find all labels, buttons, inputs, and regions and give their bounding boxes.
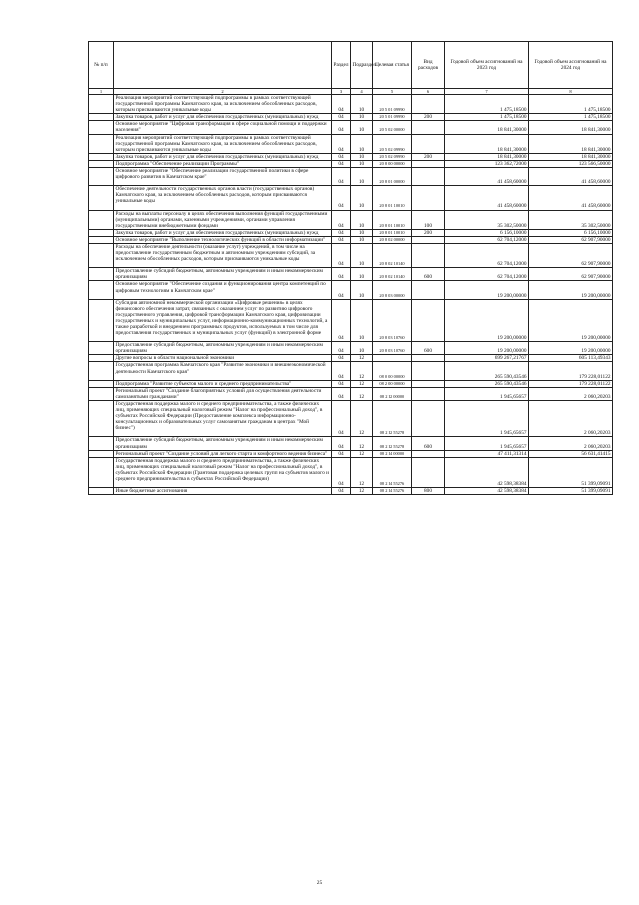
cell-name: Подпрограмма "Обеспечение реализации Программы" bbox=[114, 160, 332, 167]
cell-vid: 600 bbox=[412, 437, 445, 450]
cell-2023: 1 945,65657 bbox=[445, 400, 529, 436]
column-number: 3 bbox=[332, 89, 351, 95]
cell-vid bbox=[412, 134, 445, 153]
cell-num bbox=[89, 342, 114, 355]
table-row bbox=[89, 488, 613, 495]
cell-name: Иные бюджетные ассигнования bbox=[114, 488, 332, 495]
cell-vid bbox=[412, 380, 445, 387]
cell-razdel: 04 bbox=[332, 236, 351, 243]
table-row bbox=[89, 134, 613, 153]
cell-name: Основное мероприятие "Обеспечение реализации государственной политики в сфере цифрового развития в Камчатском крае" bbox=[114, 168, 332, 186]
cell-num bbox=[89, 160, 114, 167]
table-row bbox=[89, 153, 613, 160]
cell-razdel: 04 bbox=[332, 229, 351, 236]
cell-num bbox=[89, 457, 114, 487]
cell-target: 20 8 01 00000 bbox=[373, 168, 412, 186]
cell-2023: 62 704,12000 bbox=[445, 243, 529, 267]
cell-2023: 47 411,31314 bbox=[445, 450, 529, 457]
cell-target: 08 2 I2 00000 bbox=[373, 387, 412, 400]
cell-razdel: 04 bbox=[332, 437, 351, 450]
column-number: 2 bbox=[114, 89, 332, 95]
cell-razdel: 04 bbox=[332, 121, 351, 134]
cell-name: Основное мероприятие "Обеспечение создания и функционирования центра компетенций по цифровым технологиям в Камчатском крае" bbox=[114, 281, 332, 299]
cell-podrazdel: 12 bbox=[351, 450, 373, 457]
cell-vid bbox=[412, 121, 445, 134]
cell-razdel: 04 bbox=[332, 95, 351, 114]
cell-2024: 2 060,20203 bbox=[529, 437, 613, 450]
cell-2023: 1 475,18500 bbox=[445, 114, 529, 121]
cell-target: 20 5 02 09990 bbox=[373, 134, 412, 153]
cell-target: 20 5 01 09990 bbox=[373, 95, 412, 114]
cell-podrazdel: 10 bbox=[351, 114, 373, 121]
cell-num bbox=[89, 299, 114, 342]
cell-2023: 1 475,18500 bbox=[445, 95, 529, 114]
cell-2023: 18 841,30000 bbox=[445, 153, 529, 160]
cell-2023: 265 590,43546 bbox=[445, 362, 529, 380]
cell-podrazdel: 10 bbox=[351, 299, 373, 342]
cell-name: Государственная поддержка малого и среднего предпринимательства, а также физических лиц, применяющих специальный налоговый режим "Налог на профессиональный доход", в субъектах Российской Федерации (Грантовая поддержка целевых групп на субъектов малого и среднего предпринимательства в субъектах Российской Федерации) bbox=[114, 457, 332, 487]
cell-2024: 6 156,10000 bbox=[529, 229, 613, 236]
cell-vid bbox=[412, 236, 445, 243]
cell-2023: 19 200,00000 bbox=[445, 299, 529, 342]
cell-2023: 1 945,65657 bbox=[445, 437, 529, 450]
cell-target: 20 8 01 10010 bbox=[373, 210, 412, 229]
cell-vid: 600 bbox=[412, 268, 445, 281]
cell-podrazdel: 12 bbox=[351, 437, 373, 450]
cell-podrazdel: 10 bbox=[351, 281, 373, 299]
cell-podrazdel: 12 bbox=[351, 457, 373, 487]
cell-podrazdel: 12 bbox=[351, 355, 373, 362]
cell-target: 08 2 I2 55278 bbox=[373, 437, 412, 450]
cell-2023: 699 267,21767 bbox=[445, 355, 529, 362]
cell-name: Расходы на выплаты персоналу в целях обеспечения выполнения функций государственными (муниципальными) органами, казенными учреждениями, органами управления государственными внебюджетными фондами bbox=[114, 210, 332, 229]
cell-razdel: 04 bbox=[332, 160, 351, 167]
cell-2024: 56 631,41415 bbox=[529, 450, 613, 457]
cell-name: Предоставление субсидий бюджетным, автономным учреждениям и иным некоммерческим организациям bbox=[114, 268, 332, 281]
cell-razdel: 04 bbox=[332, 362, 351, 380]
cell-2024: 605 113,49343 bbox=[529, 355, 613, 362]
cell-razdel: 04 bbox=[332, 153, 351, 160]
cell-name: Другие вопросы в области национальной экономики bbox=[114, 355, 332, 362]
cell-target: 20 5 01 09990 bbox=[373, 114, 412, 121]
cell-target: 20 5 02 00000 bbox=[373, 121, 412, 134]
cell-name: Подпрограмма "Развитие субъектов малого и среднего предпринимательства" bbox=[114, 380, 332, 387]
table-row bbox=[89, 114, 613, 121]
cell-num bbox=[89, 380, 114, 387]
cell-podrazdel: 10 bbox=[351, 121, 373, 134]
table-row bbox=[89, 437, 613, 450]
cell-2023: 35 302,50000 bbox=[445, 210, 529, 229]
cell-name: Субсидия автономной некоммерческой организации «Цифровые решения» в целях финансового обеспечения затрат, связанных с оказанием услуг по развитию цифрового государственного управления, цифровой трансформации Камчатского края, цифровизации государственных и муниципальных услуг, информационно-коммуникационных технологий, а также разработкой и внедрением программных продуктов, используемых в том числе для предоставления государственных и муниципальных услуг (функций) в электронной форме bbox=[114, 299, 332, 342]
cell-2023: 42 598,38384 bbox=[445, 488, 529, 495]
header-2024: Годовой объем ассигнований на 2024 год bbox=[529, 42, 613, 89]
cell-podrazdel: 10 bbox=[351, 210, 373, 229]
cell-podrazdel: 10 bbox=[351, 236, 373, 243]
cell-vid bbox=[412, 457, 445, 487]
cell-razdel: 04 bbox=[332, 114, 351, 121]
cell-vid bbox=[412, 243, 445, 267]
cell-podrazdel: 12 bbox=[351, 387, 373, 400]
cell-target: 20 8 02 10140 bbox=[373, 243, 412, 267]
column-number: 8 bbox=[529, 89, 613, 95]
cell-num bbox=[89, 229, 114, 236]
cell-podrazdel: 12 bbox=[351, 380, 373, 387]
cell-2024: 179 228,01122 bbox=[529, 380, 613, 387]
cell-num bbox=[89, 400, 114, 436]
cell-name: Государственная поддержка малого и среднего предпринимательства, а также физических лиц, применяющих специальный налоговый режим "Налог на профессиональный доход", в субъектах Российской Федерации (Предоставление комплекса информационно-консультационных и образовательных услуг самозанятым гражданам в центрах "Мой бизнес") bbox=[114, 400, 332, 436]
cell-target: 08 0 00 00000 bbox=[373, 362, 412, 380]
cell-podrazdel: 12 bbox=[351, 400, 373, 436]
cell-podrazdel: 10 bbox=[351, 268, 373, 281]
table-row bbox=[89, 362, 613, 380]
cell-target: 20 8 01 10010 bbox=[373, 229, 412, 236]
header-vid: Вид расходов bbox=[412, 42, 445, 89]
cell-podrazdel: 12 bbox=[351, 362, 373, 380]
cell-razdel: 04 bbox=[332, 387, 351, 400]
header-num: № п/п bbox=[89, 42, 114, 89]
cell-2024: 179 228,01122 bbox=[529, 362, 613, 380]
cell-target: 08 2 I2 55278 bbox=[373, 400, 412, 436]
table-row bbox=[89, 355, 613, 362]
cell-2023: 1 945,65657 bbox=[445, 387, 529, 400]
cell-name: Закупка товаров, работ и услуг для обеспечения государственных (муниципальных) нужд bbox=[114, 114, 332, 121]
cell-podrazdel: 10 bbox=[351, 153, 373, 160]
cell-razdel: 04 bbox=[332, 380, 351, 387]
budget-rows bbox=[89, 95, 613, 495]
cell-2023: 265 590,43546 bbox=[445, 380, 529, 387]
cell-vid bbox=[412, 168, 445, 186]
table-row bbox=[89, 168, 613, 186]
cell-2024: 51 399,09091 bbox=[529, 457, 613, 487]
cell-num bbox=[89, 450, 114, 457]
table-row bbox=[89, 229, 613, 236]
cell-target: 20 8 03 00000 bbox=[373, 281, 412, 299]
cell-target bbox=[373, 355, 412, 362]
table-row bbox=[89, 299, 613, 342]
cell-num bbox=[89, 243, 114, 267]
cell-num bbox=[89, 95, 114, 114]
cell-2024: 19 200,00000 bbox=[529, 299, 613, 342]
cell-2023: 6 156,10000 bbox=[445, 229, 529, 236]
cell-target: 20 8 01 10010 bbox=[373, 186, 412, 210]
cell-2024: 18 841,30000 bbox=[529, 153, 613, 160]
cell-num bbox=[89, 236, 114, 243]
table-row bbox=[89, 380, 613, 387]
cell-razdel: 04 bbox=[332, 488, 351, 495]
cell-name: Реализация мероприятий соответствующей подпрограммы в рамках соответствующей государственной программы Камчатского края, за исключением обособленных расходов, которым присваиваются уникальные коды bbox=[114, 95, 332, 114]
column-number: 6 bbox=[412, 89, 445, 95]
cell-name: Основное мероприятие "Выполнение технологических функций в области информатизации" bbox=[114, 236, 332, 243]
cell-2024: 1 475,18500 bbox=[529, 114, 613, 121]
cell-2023: 18 841,30000 bbox=[445, 134, 529, 153]
cell-target: 08 2 I4 55276 bbox=[373, 488, 412, 495]
cell-vid: 200 bbox=[412, 153, 445, 160]
table-row bbox=[89, 186, 613, 210]
cell-name: Предоставление субсидий бюджетным, автономным учреждениям и иным некоммерческим организациям bbox=[114, 342, 332, 355]
cell-podrazdel: 10 bbox=[351, 186, 373, 210]
cell-razdel: 04 bbox=[332, 210, 351, 229]
cell-target: 20 8 02 10140 bbox=[373, 268, 412, 281]
table-row bbox=[89, 121, 613, 134]
cell-num bbox=[89, 355, 114, 362]
cell-target: 08 2 I4 55276 bbox=[373, 457, 412, 487]
budget-table bbox=[88, 41, 613, 495]
table-row bbox=[89, 400, 613, 436]
cell-razdel: 04 bbox=[332, 450, 351, 457]
cell-target: 20 8 02 00000 bbox=[373, 236, 412, 243]
cell-vid bbox=[412, 355, 445, 362]
cell-razdel: 04 bbox=[332, 268, 351, 281]
cell-2024: 62 907,90000 bbox=[529, 236, 613, 243]
cell-num bbox=[89, 281, 114, 299]
cell-podrazdel: 10 bbox=[351, 229, 373, 236]
cell-2023: 41 458,60000 bbox=[445, 168, 529, 186]
table-row bbox=[89, 160, 613, 167]
cell-target: 20 5 02 09990 bbox=[373, 153, 412, 160]
cell-podrazdel: 10 bbox=[351, 243, 373, 267]
cell-vid bbox=[412, 160, 445, 167]
cell-razdel: 04 bbox=[332, 355, 351, 362]
cell-2023: 19 200,00000 bbox=[445, 342, 529, 355]
header-razdel: Раздел bbox=[332, 42, 351, 89]
cell-2024: 123 566,50000 bbox=[529, 160, 613, 167]
cell-2024: 18 841,30000 bbox=[529, 121, 613, 134]
cell-num bbox=[89, 134, 114, 153]
cell-vid: 100 bbox=[412, 210, 445, 229]
cell-target: 08 2 I4 00000 bbox=[373, 450, 412, 457]
cell-2023: 123 362,72000 bbox=[445, 160, 529, 167]
cell-razdel: 04 bbox=[332, 168, 351, 186]
cell-name: Закупка товаров, работ и услуг для обеспечения государственных (муниципальных) нужд bbox=[114, 153, 332, 160]
cell-podrazdel: 10 bbox=[351, 160, 373, 167]
cell-vid: 600 bbox=[412, 342, 445, 355]
cell-name: Расходы на обеспечение деятельности (оказание услуг) учреждений, в том числе на предоставление государственным бюджетным и автономным учреждениям субсидий, за исключением обособленных расходов, которым присваиваются уникальные коды bbox=[114, 243, 332, 267]
cell-razdel: 04 bbox=[332, 299, 351, 342]
table-row bbox=[89, 281, 613, 299]
cell-vid bbox=[412, 299, 445, 342]
cell-name: Обеспечение деятельности государственных органов власти (государственных органов) Камчатского края, за исключением обособленных расходов, которым присваиваются уникальные коды bbox=[114, 186, 332, 210]
cell-name: Основное мероприятие "Цифровая трансформация в сфере социальной помощи и поддержки населения" bbox=[114, 121, 332, 134]
cell-target: 20 8 00 00000 bbox=[373, 160, 412, 167]
cell-num bbox=[89, 437, 114, 450]
cell-podrazdel: 10 bbox=[351, 134, 373, 153]
cell-num bbox=[89, 121, 114, 134]
header-target: Целевая статья bbox=[373, 42, 412, 89]
cell-razdel: 04 bbox=[332, 281, 351, 299]
cell-2023: 62 704,12000 bbox=[445, 268, 529, 281]
table-row bbox=[89, 236, 613, 243]
cell-2023: 42 598,38384 bbox=[445, 457, 529, 487]
budget-sheet bbox=[88, 41, 612, 495]
cell-2024: 18 841,30000 bbox=[529, 134, 613, 153]
cell-name: Закупка товаров, работ и услуг для обеспечения государственных (муниципальных) нужд bbox=[114, 229, 332, 236]
cell-2024: 2 060,20203 bbox=[529, 400, 613, 436]
cell-2024: 1 475,18500 bbox=[529, 95, 613, 114]
cell-podrazdel: 10 bbox=[351, 168, 373, 186]
cell-num bbox=[89, 362, 114, 380]
cell-num bbox=[89, 186, 114, 210]
cell-vid: 200 bbox=[412, 114, 445, 121]
cell-vid bbox=[412, 186, 445, 210]
cell-2024: 19 200,00000 bbox=[529, 281, 613, 299]
cell-2024: 35 302,50000 bbox=[529, 210, 613, 229]
cell-vid bbox=[412, 387, 445, 400]
cell-2024: 51 399,09091 bbox=[529, 488, 613, 495]
cell-razdel: 04 bbox=[332, 186, 351, 210]
header-podrazdel: Подраздел bbox=[351, 42, 373, 89]
cell-2024: 62 907,90000 bbox=[529, 268, 613, 281]
cell-num bbox=[89, 114, 114, 121]
page-number: 25 bbox=[316, 880, 323, 886]
cell-podrazdel: 12 bbox=[351, 488, 373, 495]
cell-target: 20 8 03 10760 bbox=[373, 342, 412, 355]
cell-num bbox=[89, 488, 114, 495]
cell-num bbox=[89, 168, 114, 186]
cell-vid bbox=[412, 450, 445, 457]
cell-target: 20 8 03 10760 bbox=[373, 299, 412, 342]
cell-vid bbox=[412, 400, 445, 436]
table-row bbox=[89, 95, 613, 114]
cell-2024: 62 907,90000 bbox=[529, 243, 613, 267]
column-number: 7 bbox=[445, 89, 529, 95]
cell-podrazdel: 10 bbox=[351, 95, 373, 114]
cell-name: Реализация мероприятий соответствующей подпрограммы в рамках соответствующей государственной программы Камчатского края, за исключением обособленных расходов, которым присваиваются уникальные коды bbox=[114, 134, 332, 153]
cell-vid: 800 bbox=[412, 488, 445, 495]
cell-2023: 41 458,60000 bbox=[445, 186, 529, 210]
cell-2024: 2 060,20203 bbox=[529, 387, 613, 400]
cell-num bbox=[89, 387, 114, 400]
header-2023: Годовой объем ассигнований на 2023 год bbox=[445, 42, 529, 89]
cell-2023: 62 704,12000 bbox=[445, 236, 529, 243]
column-number: 4 bbox=[351, 89, 373, 95]
column-number: 1 bbox=[89, 89, 114, 95]
cell-razdel: 04 bbox=[332, 243, 351, 267]
cell-2024: 19 200,00000 bbox=[529, 342, 613, 355]
cell-num bbox=[89, 153, 114, 160]
table-row bbox=[89, 450, 613, 457]
cell-name: Предоставление субсидий бюджетным, автономным учреждениям и иным некоммерческим организациям bbox=[114, 437, 332, 450]
cell-2024: 41 458,60000 bbox=[529, 168, 613, 186]
cell-num bbox=[89, 210, 114, 229]
cell-vid bbox=[412, 362, 445, 380]
column-number: 5 bbox=[373, 89, 412, 95]
cell-2024: 41 458,60000 bbox=[529, 186, 613, 210]
table-row bbox=[89, 268, 613, 281]
cell-razdel: 04 bbox=[332, 134, 351, 153]
cell-name: Региональный проект "Создание благоприятных условий для осуществления деятельности самозанятыми гражданами" bbox=[114, 387, 332, 400]
cell-vid bbox=[412, 95, 445, 114]
cell-name: Государственная программа Камчатского края "Развитие экономики и внешнеэкономической деятельности Камчатского края" bbox=[114, 362, 332, 380]
cell-podrazdel: 10 bbox=[351, 342, 373, 355]
cell-2023: 18 841,30000 bbox=[445, 121, 529, 134]
cell-2023: 19 200,00000 bbox=[445, 281, 529, 299]
cell-razdel: 04 bbox=[332, 400, 351, 436]
table-row bbox=[89, 387, 613, 400]
cell-razdel: 04 bbox=[332, 342, 351, 355]
table-row bbox=[89, 342, 613, 355]
cell-vid: 200 bbox=[412, 229, 445, 236]
cell-vid bbox=[412, 281, 445, 299]
cell-num bbox=[89, 268, 114, 281]
table-row bbox=[89, 210, 613, 229]
cell-name: Региональный проект "Создание условий для легкого старта и комфортного ведения бизнеса" bbox=[114, 450, 332, 457]
table-row bbox=[89, 243, 613, 267]
cell-razdel: 04 bbox=[332, 457, 351, 487]
table-row bbox=[89, 457, 613, 487]
header-row bbox=[89, 42, 613, 89]
cell-target: 08 2 00 00000 bbox=[373, 380, 412, 387]
header-name bbox=[114, 42, 332, 89]
